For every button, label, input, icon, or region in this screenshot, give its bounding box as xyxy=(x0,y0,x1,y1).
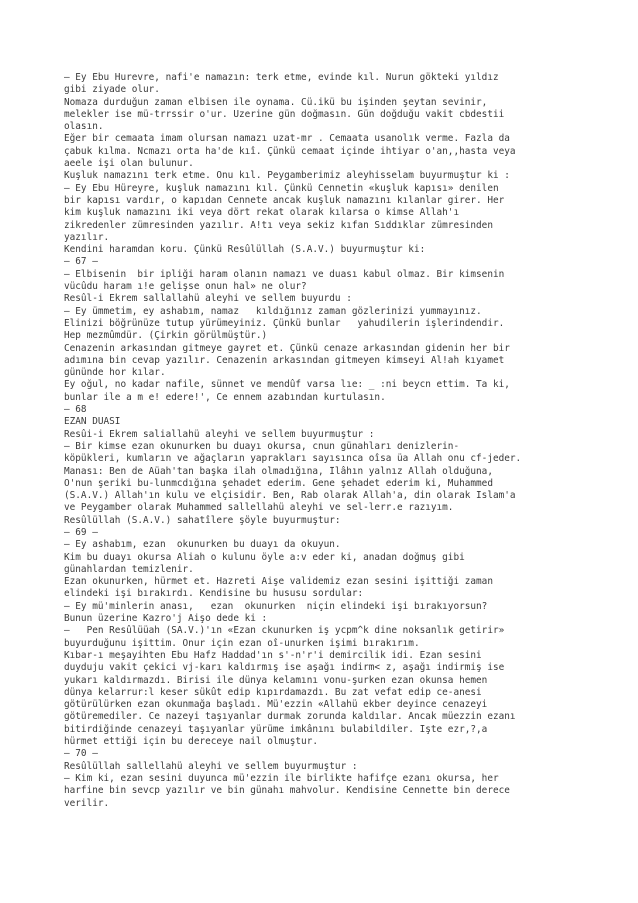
text-line: Ezan okunurken, hürmet et. Hazreti Aişe validemiz ezan sesini işittiği zaman xyxy=(64,576,493,588)
text-line: vücûdu haram ı!e gelişse onun hal» ne olur? xyxy=(64,281,307,293)
text-line: Resûlüllah sallellahü aleyhi ve sellem buyurmuştur : xyxy=(64,760,358,772)
text-line: — Ey mü'minlerin anası, ezan okunurken niçin elindeki işi bırakıyorsun? xyxy=(64,600,488,612)
text-line: adımına bin cevap yazılır. Cenazenin arkasından gitmeyen kimseyi Al!ah kıyamet xyxy=(64,354,505,366)
text-line: buyurduğunu işittim. Onur için ezan oî-unurken işimi bırakırım. xyxy=(64,637,420,649)
text-line: — 69 — xyxy=(64,526,98,538)
text-line: zikredenler zümresinden yazılır. A!tı veya sekiz kıfan Sıddıklar zümresinden xyxy=(64,219,493,231)
text-line: Kim bu duayı okursa Aliah o kulunu öyle a:v eder ki, anadan doğmuş gibi xyxy=(64,551,465,563)
text-line: Resûi-i Ekrem saliallahü aleyhi ve sellem buyurmuştur : xyxy=(64,428,375,440)
text-line: — Kim ki, ezan sesini duyunca mü'ezzin ile birlikte hafifçe ezanı okursa, her xyxy=(64,772,499,784)
text-line: kim kuşluk namazını iki veya dört rekat olarak kılarsa o kimse Allah'ı xyxy=(64,207,460,219)
text-line: günahlardan temizlenir. xyxy=(64,563,194,575)
text-line: Kıbar-ı meşayihten Ebu Hafz Haddad'ın s'-n'r'i demircilik idi. Ezan sesini xyxy=(64,649,482,661)
text-line: — Ey Ebu Hüreyre, kuşluk namazını kıl. Çünkü Cennetin «kuşluk kapısı» denilen xyxy=(64,182,499,194)
text-line: — Pen Resûlüüah (SA.V.)'ın «Ezan ckunurken iş ycpm^k dine noksanlık getirir» xyxy=(64,625,505,637)
text-line: Kuşluk namazını terk etme. Onu kıl. Peygamberimiz aleyhisselam buyurmuştur ki : xyxy=(64,170,510,182)
text-line: — Ey Ebu Hurevre, nafi'e namazın: terk etme, evinde kıl. Nurun gökteki yıldız xyxy=(64,72,499,83)
text-line: ve Peygamber olarak Muhammed sallellahü aleyhi ve sel-lerr.e razıyım. xyxy=(64,502,454,514)
text-line: — 68 xyxy=(64,404,87,416)
text-line: çabuk kılma. Ncmazı orta ha'de kıî. Çünkü cemaat içinde ihtiyar o'an,,hasta veya xyxy=(64,145,516,157)
text-line: götürülürken ezan okunmağa başladı. Mü'ezzin «Allahü ekber deyince cenazeyi xyxy=(64,699,488,711)
text-line: duyduju vakit çekici vj-karı kaldırmış ise aşağı indirm< z, aşağı indirmiş ise xyxy=(64,662,505,674)
text-line: EZAN DUASI xyxy=(64,416,121,428)
text-line: elindeki işi bırakırdı. Kendisine bu hususu sordular: xyxy=(64,588,364,600)
text-line: — Bir kimse ezan okunurken bu duayı okursa, cnun günahları denizlerin- xyxy=(64,440,460,452)
text-line: olasın. xyxy=(64,121,104,133)
text-line: Manası: Ben de Aüah'tan başka ilah olmadığına, Îlâhın yalnız Allah olduğuna, xyxy=(64,465,493,477)
text-line: hürmet ettiği için bu dereceye nail olmuştur. xyxy=(64,736,318,748)
text-line: Resûl-i Ekrem sallallahü aleyhi ve sellem buyurdu : xyxy=(64,293,352,305)
text-line: — Ey ümmetim, ey ashabım, namaz kıldığınız zaman gözlerinizi yummayınız. xyxy=(64,305,482,317)
text-line: Eğer bir cemaata imam olursan namazı uzat-mr . Cemaata usanolık verme. Fazla da xyxy=(64,133,510,145)
text-line: — Ey ashabım, ezan okunurken bu duayı da okuyun. xyxy=(64,539,341,551)
text-line: yukarı kaldırmazdı. Birisi ile dünya kelamını vonu-şurken ezan okunsa hemen xyxy=(64,674,488,686)
text-line: verilir. xyxy=(64,797,110,809)
text-line: Elinizi böğrünüze tutup yürümeyiniz. Çünkü bunlar yahudilerin işlerindendir. xyxy=(64,317,505,329)
text-line: — Elbisenin bir ipliği haram olanın namazı ve duası kabul olmaz. Bir kimsenin xyxy=(64,268,505,280)
text-line: Bunun üzerine Kazro'j Aişo dede ki : xyxy=(64,613,268,625)
text-line: Resûlüllah (S.A.V.) sahatîlere şöyle buyurmuştur: xyxy=(64,514,341,526)
text-line: — 70 — xyxy=(64,748,98,760)
text-line: — 67 — xyxy=(64,256,98,268)
text-line: gününde hor kılar. xyxy=(64,367,166,379)
text-line: bitirdiğinde cenazeyi taşıyanlar yürüme imkânını bulabildiler. İşte ezr,?,a xyxy=(64,723,488,735)
text-line: Cenazenin arkasından gitmeye gayret et. Çünkü cenaze arkasından gidenin her bir xyxy=(64,342,510,354)
text-line: (S.A.V.) Allah'ın kulu ve elçisidir. Ben, Rab olarak Allah'a, din olarak İslam'a xyxy=(64,490,516,502)
text-line: melekler ise mü-trrssir o'ur. Üzerine gün doğmasın. Gün doğduğu vakit cbdestii xyxy=(64,108,505,120)
text-line: Ey oğul, no kadar nafile, sünnet ve mendûf varsa lıe: _ :ni beycn ettim. Ta ki, xyxy=(64,379,510,391)
text-line: Nomaza durduğun zaman elbisen ile oynama. Cü.ikü bu işinden şeytan sevinir, xyxy=(64,96,488,108)
text-line: bunlar ile a m e! edere!', Ce ennem azabından kurtulasın. xyxy=(64,391,386,403)
document-page xyxy=(64,72,584,810)
text-line: aeele işi olan bulunur. xyxy=(64,158,194,170)
text-line: Kendini haramdan koru. Çünkü Resûlüllah (S.A.V.) buyurmuştur ki: xyxy=(64,244,426,256)
text-line: dünya kelarrur:l keser sükût edip kıpırdamazdı. Bu zat vefat edip ce-anesi xyxy=(64,686,482,698)
text-line: Hep mezmûmdür. (Çirkin görülmüştür.) xyxy=(64,330,268,342)
text-line: bir kapısı vardır, o kapıdan Cennete ancak kuşluk namazını kılanlar girer. Her xyxy=(64,194,505,206)
text-line: götüremediler. Ce nazeyi taşıyanlar durmak zorunda kaldılar. Ancak müezzin ezanı xyxy=(64,711,516,723)
text-line: gibi ziyade olur. xyxy=(64,84,160,96)
text-line: yazılır. xyxy=(64,231,110,243)
text-line: köpükleri, kumların ve ağaçların yaprakları sayısınca oîsa üa Allah onu cf-jeder. xyxy=(64,453,522,465)
text-line: harfine bin sevcp yazılır ve bin günahı mahvolur. Kendisine Cennette bin derece xyxy=(64,785,510,797)
text-line: O'nun şeriki bu-lunmcdığına şehadet ederim. Gene şehadet ederim ki, Muhammed xyxy=(64,477,493,489)
